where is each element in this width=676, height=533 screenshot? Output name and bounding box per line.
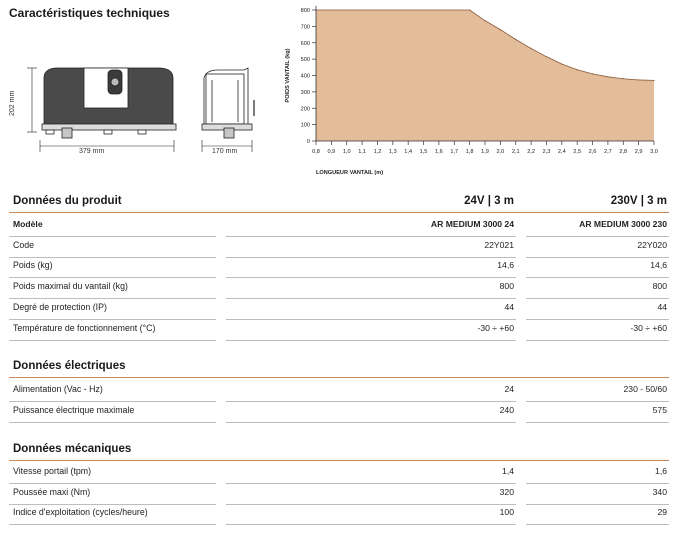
x-tick-label: 3,0	[650, 149, 658, 155]
data-point	[515, 39, 516, 40]
data-point	[592, 73, 593, 74]
col-header-24v: 24V | 3 m	[464, 195, 514, 207]
section-divider	[9, 460, 669, 461]
weight-length-chart	[280, 2, 672, 187]
x-tick-label: 1,9	[481, 149, 489, 155]
row-divider	[9, 422, 216, 423]
section-divider	[9, 212, 669, 213]
value-24v: 22Y021	[484, 239, 514, 250]
data-point	[484, 20, 485, 21]
value-24v: 320	[499, 486, 514, 497]
row-label: Code	[13, 239, 35, 250]
value-24v: 240	[499, 404, 514, 415]
side-view-drawing	[202, 68, 254, 152]
x-tick-label: 2,9	[634, 149, 643, 155]
data-point	[500, 29, 501, 30]
value-24v: 24	[504, 384, 514, 394]
x-tick-label: 1,6	[435, 149, 443, 155]
data-point	[546, 56, 547, 57]
data-point	[577, 69, 578, 70]
value-230v: 340	[652, 486, 667, 497]
data-point	[638, 79, 639, 80]
table-row	[0, 299, 676, 320]
table-row	[0, 402, 676, 423]
table-row	[0, 381, 676, 402]
value-230v: 29	[657, 507, 667, 518]
value-24v: 800	[499, 281, 514, 292]
y-tick-label: 500	[300, 57, 310, 64]
x-tick-label: 1,0	[342, 149, 351, 155]
row-divider	[526, 340, 669, 341]
value-24v: 44	[504, 301, 514, 312]
value-230v: 575	[652, 404, 667, 415]
section-title-electriques: Données électriques	[13, 360, 126, 372]
row-divider	[526, 524, 669, 525]
table-row	[0, 504, 676, 525]
row-label: Poids maximal du vantail (kg)	[13, 281, 128, 292]
depth-dimension: 170 mm	[212, 148, 238, 155]
data-point	[469, 9, 470, 10]
x-tick-label: 2,2	[527, 149, 535, 155]
data-point	[561, 63, 562, 64]
y-tick-label: 100	[300, 122, 310, 129]
row-divider	[9, 524, 216, 525]
section-title-produit: Données du produit	[13, 195, 122, 207]
value-24v: 14,6	[497, 260, 514, 271]
row-label: Température de fonctionnement (°C)	[13, 322, 156, 333]
x-tick-label: 1,8	[465, 149, 474, 155]
page-title: Caractéristiques techniques	[9, 6, 170, 20]
x-tick-label: 2,0	[496, 149, 505, 155]
section-title-mecaniques: Données mécaniques	[13, 443, 132, 455]
product-drawing	[18, 60, 270, 160]
data-point	[607, 76, 608, 77]
value-230v: 44	[657, 301, 667, 312]
value-24v: 1,4	[502, 466, 514, 476]
value-230v: AR MEDIUM 3000 230	[579, 219, 667, 229]
table-row	[0, 237, 676, 258]
x-axis-label: LONGUEUR VANTAIL (m)	[316, 170, 384, 176]
y-tick-label: 300	[300, 89, 310, 96]
y-tick-label: 400	[300, 73, 310, 80]
x-tick-label: 1,7	[450, 149, 459, 155]
y-tick-label: 0	[306, 139, 310, 145]
x-tick-label: 1,5	[419, 149, 428, 155]
row-label: Puissance électrique maximale	[13, 404, 135, 415]
x-tick-label: 0,8	[312, 149, 320, 155]
table-row	[0, 320, 676, 341]
width-dimension: 379 mm	[79, 148, 105, 155]
table-row	[0, 463, 676, 484]
height-dimension: 202 mm	[9, 90, 16, 116]
data-point	[530, 48, 531, 49]
y-tick-label: 600	[300, 40, 310, 47]
x-tick-label: 2,5	[573, 149, 582, 155]
data-point	[653, 80, 654, 81]
value-230v: -30 ÷ +60	[630, 322, 667, 333]
value-230v: 1,6	[655, 466, 667, 476]
x-tick-label: 1,3	[388, 149, 397, 155]
row-label: Alimentation (Vac - Hz)	[13, 384, 103, 394]
row-divider	[526, 422, 669, 423]
y-axis-label: POIDS VANTAIL (kg)	[285, 48, 291, 103]
y-tick-label: 700	[300, 24, 310, 31]
row-label: Modèle	[13, 219, 43, 229]
x-tick-label: 2,1	[511, 149, 520, 155]
table-row	[0, 278, 676, 299]
x-tick-label: 1,4	[404, 149, 413, 155]
area-fill	[316, 10, 654, 141]
row-label: Vitesse portail (tpm)	[13, 466, 92, 476]
col-header-230v: 230V | 3 m	[610, 195, 667, 207]
value-230v: 22Y020	[637, 239, 667, 250]
x-tick-label: 2,4	[557, 149, 566, 155]
row-divider	[226, 422, 516, 423]
row-divider	[226, 524, 516, 525]
value-24v: 100	[499, 507, 514, 518]
value-24v: -30 ÷ +60	[477, 322, 514, 333]
x-tick-label: 2,7	[604, 149, 612, 155]
row-label: Indice d'exploitation (cycles/heure)	[13, 507, 148, 518]
value-230v: 800	[652, 281, 667, 292]
x-tick-label: 2,3	[542, 149, 551, 155]
row-label: Poids (kg)	[13, 260, 53, 271]
value-24v: AR MEDIUM 3000 24	[430, 219, 514, 229]
y-tick-label: 800	[300, 8, 310, 14]
value-230v: 14,6	[650, 260, 667, 271]
row-label: Degré de protection (IP)	[13, 301, 107, 312]
row-divider	[9, 340, 216, 341]
front-view-drawing	[27, 68, 176, 152]
table-row	[0, 484, 676, 505]
x-tick-label: 1,1	[358, 149, 366, 155]
x-tick-label: 0,9	[327, 149, 336, 155]
value-230v: 230 - 50/60	[623, 384, 667, 394]
row-divider	[226, 340, 516, 341]
data-point	[623, 78, 624, 79]
x-tick-label: 2,6	[588, 149, 597, 155]
section-divider	[9, 377, 669, 378]
x-tick-label: 2,8	[619, 149, 628, 155]
x-tick-label: 1,2	[373, 149, 382, 155]
table-row	[0, 216, 676, 237]
table-row	[0, 257, 676, 278]
row-label: Poussée maxi (Nm)	[13, 486, 91, 497]
y-tick-label: 200	[300, 106, 310, 113]
